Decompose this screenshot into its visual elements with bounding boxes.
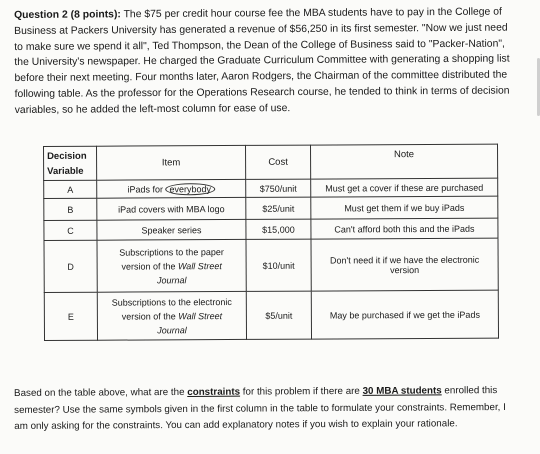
cell-note: Must get them if we buy iPads bbox=[311, 196, 498, 219]
cell-note: Can't afford both this and the iPads bbox=[311, 218, 498, 239]
header-decision-variable: Decision Variable bbox=[44, 146, 97, 180]
item-line: Subscriptions to the paper bbox=[119, 246, 224, 258]
cell-cost: $15,000 bbox=[246, 219, 311, 239]
cell-variable: A bbox=[44, 180, 97, 198]
followup-paragraph bbox=[14, 383, 512, 436]
item-line: version of the bbox=[121, 260, 178, 272]
header-cost: Cost bbox=[245, 145, 310, 179]
table-row bbox=[44, 196, 498, 220]
table-row bbox=[44, 290, 498, 340]
cell-variable: D bbox=[44, 240, 97, 292]
item-line-italic: Wall Street bbox=[177, 260, 222, 271]
item-line-italic: Wall Street bbox=[178, 310, 223, 321]
cell-variable: C bbox=[44, 220, 97, 240]
cell-cost: $750/unit bbox=[246, 179, 311, 197]
cell-variable: E bbox=[44, 292, 97, 340]
item-line-italic: Journal bbox=[157, 324, 187, 335]
cell-item bbox=[97, 179, 246, 198]
cell-note: Don't need it if we have the electronic version bbox=[311, 238, 498, 291]
cell-item: iPad covers with MBA logo bbox=[97, 197, 246, 220]
student-count-emphasis: 30 MBA students bbox=[362, 385, 442, 397]
followup-text: enrolled this semester? Use the same symbols given in the first column in the table to formulate your constraints. Remember, I am only asking for the constraints. You can add explanatory notes if you wish to explain your rationale. bbox=[14, 385, 506, 433]
cell-variable: B bbox=[44, 198, 97, 220]
question-paragraph bbox=[14, 5, 513, 119]
followup-text: for this problem if there are bbox=[240, 385, 363, 398]
item-line-italic: Journal bbox=[156, 274, 187, 285]
header-item: Item bbox=[97, 145, 246, 180]
table-row bbox=[44, 178, 498, 198]
cell-cost: $5/unit bbox=[246, 291, 311, 339]
table-row bbox=[44, 218, 498, 240]
item-line: version of the bbox=[121, 310, 179, 322]
table-row bbox=[44, 238, 498, 292]
cell-cost: $10/unit bbox=[246, 239, 311, 291]
cell-item: Speaker series bbox=[97, 219, 246, 240]
followup-text: Based on the table above, what are the bbox=[14, 386, 188, 399]
cell-item bbox=[97, 239, 246, 292]
item-text: iPads for bbox=[127, 183, 166, 195]
cell-note: Must get a cover if these are purchased bbox=[311, 178, 498, 197]
question-body: The $75 per credit hour course fee the MBA students have to pay in the College of Business at Packers University has generated a revenue of $56,250 in its first semester. "Now we just need to make sure we spend it all", Ted Thompson, the Dean of the College of Business said to "Packer-Nation", the University's newspaper. He charged the Graduate Curriculum Committee with generating a shopping list before their next meeting. Four months later, Aaron Rodgers, the Chairman of the committee distributed the following table. As the professor for the Operations Research course, he tended to think in terms of decision variables, so he added the left-most column for ease of use. bbox=[14, 6, 510, 116]
item-line: Subscriptions to the electronic bbox=[111, 296, 232, 308]
shopping-list-table bbox=[43, 144, 499, 341]
cell-note: May be purchased if we get the iPads bbox=[311, 290, 498, 339]
question-label: Question 2 (8 points): bbox=[14, 9, 121, 21]
cell-cost: $25/unit bbox=[246, 197, 311, 219]
table-header-row bbox=[44, 144, 498, 180]
cell-item bbox=[97, 291, 246, 340]
circled-annotation: everybody bbox=[165, 183, 215, 195]
header-note: Note bbox=[310, 144, 497, 179]
constraints-emphasis: constraints bbox=[187, 386, 241, 398]
